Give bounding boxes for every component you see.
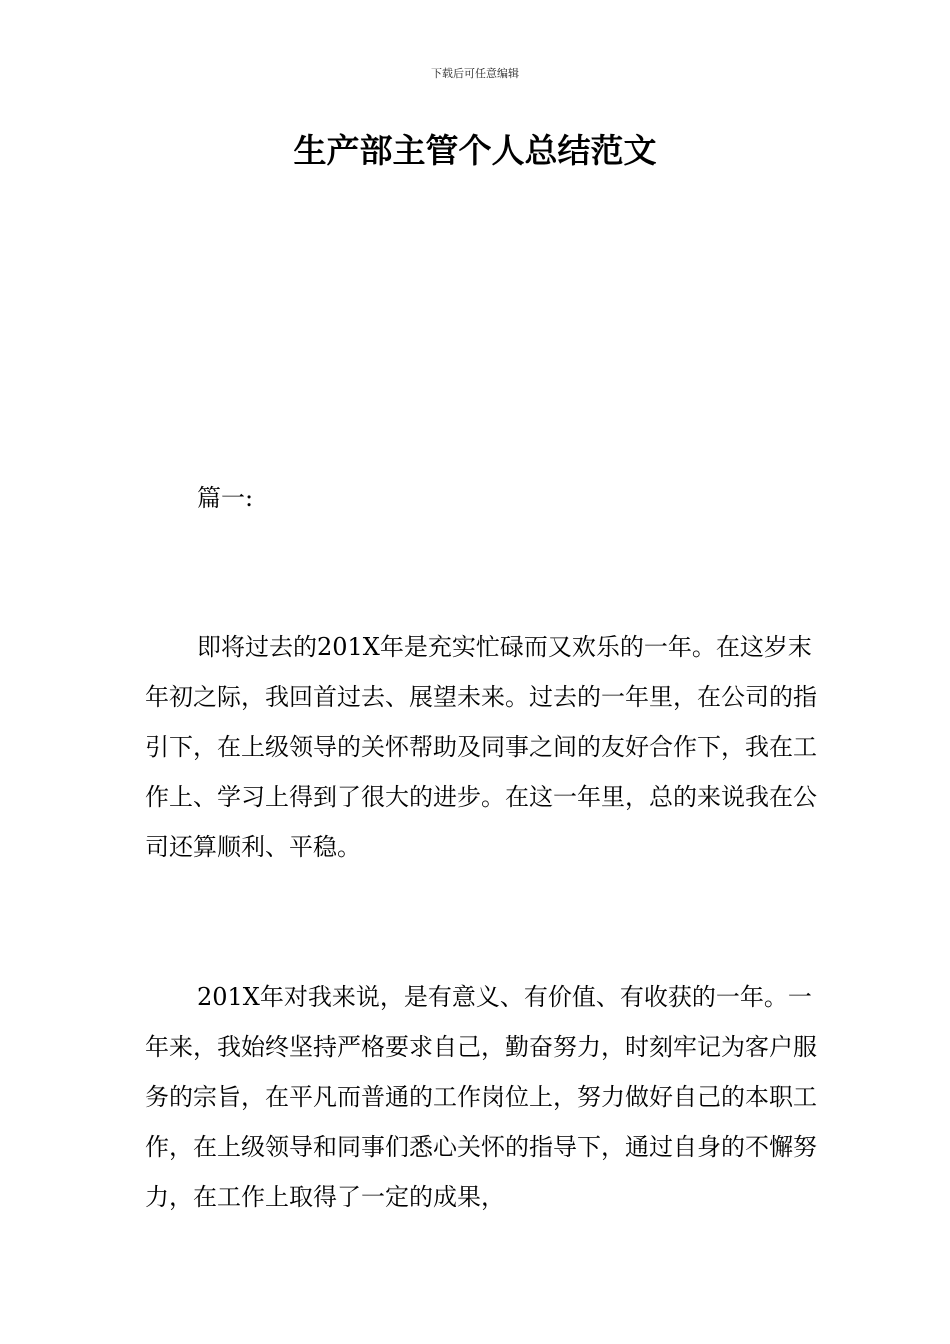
header-note: 下载后可任意编辑: [431, 67, 519, 80]
paragraph-1: 即将过去的201X年是充实忙碌而又欢乐的一年。在这岁末年初之际，我回首过去、展望未来。过去的一年里，在公司的指引下，在上级领导的关怀帮助及同事之间的友好合作下，我在工作上、学习上得到了很大的进步。在这一年里，总的来说我在公司还算顺利、平稳。: [145, 633, 817, 861]
section-heading: 篇一:: [197, 484, 254, 512]
document-title: 生产部主管个人总结范文: [293, 131, 657, 170]
paragraph-2: 201X年对我来说，是有意义、有价值、有收获的一年。一年来，我始终坚持严格要求自己，勤奋努力，时刻牢记为客户服务的宗旨，在平凡而普通的工作岗位上，努力做好自己的本职工作，在上级领导和同事们悉心关怀的指导下，通过自身的不懈努力，在工作上取得了一定的成果，: [145, 983, 817, 1211]
